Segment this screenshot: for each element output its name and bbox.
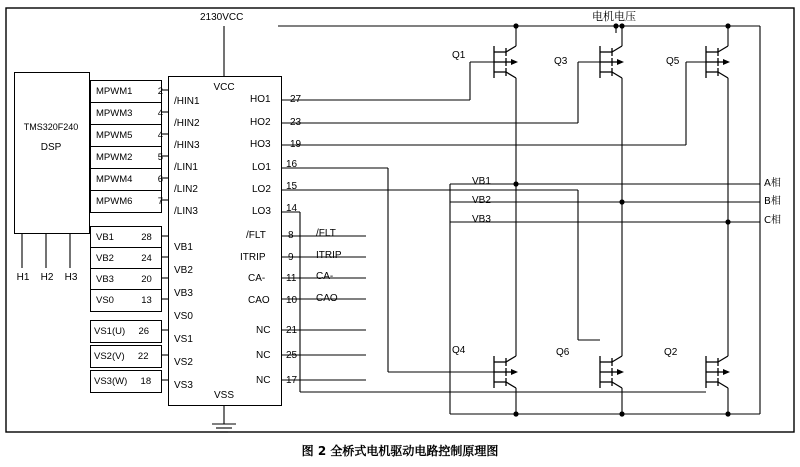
dsp-signal-mpwm1	[96, 86, 163, 97]
signal-pin: 6	[157, 174, 163, 185]
ic-pin-nc-17: NC	[256, 375, 271, 386]
net-label-itrip: ITRIP	[316, 250, 342, 261]
dsp-signal-mpwm3	[96, 108, 163, 119]
signal-pin: 7	[157, 196, 163, 207]
ic-pin-hin1: /HIN1	[174, 96, 200, 107]
ic-pinnum-16: 16	[286, 159, 298, 170]
ic-pin-lin2: /LIN2	[174, 184, 198, 195]
signal-pin: 24	[141, 253, 152, 264]
signal-pin: 18	[140, 376, 152, 387]
signal-pin: 2	[157, 86, 163, 97]
mosfet-label-q4: Q4	[452, 345, 466, 356]
ic-pinnum-9: 9	[288, 252, 294, 263]
dsp-feedback-vs3	[94, 376, 151, 387]
ic-pin-vs1: VS1	[174, 334, 193, 345]
signal-name: MPWM3	[96, 108, 133, 119]
signal-name: VS2(V)	[94, 351, 125, 362]
signal-pin: 22	[137, 351, 149, 362]
ic-vss-label: VSS	[213, 390, 234, 401]
hall-pin-h2: H2	[40, 272, 54, 283]
mosfet-label-q3: Q3	[554, 56, 568, 67]
ic-pin-lin1: /LIN1	[174, 162, 198, 173]
signal-pin: 26	[138, 326, 150, 337]
dsp-signal-mpwm5	[96, 130, 163, 141]
ic-pin-lo3: LO3	[252, 206, 271, 217]
ic-pin-ho2: HO2	[250, 117, 271, 128]
signal-name: VS0	[96, 295, 114, 306]
ic-pin-hin3: /HIN3	[174, 140, 200, 151]
ic-pinnum-14: 14	[286, 203, 298, 214]
ic-pin-ho3: HO3	[250, 139, 271, 150]
signal-name: MPWM5	[96, 130, 133, 141]
ic-pin-lin3: /LIN3	[174, 206, 198, 217]
signal-name: VB2	[96, 253, 114, 264]
dsp-block	[14, 72, 90, 234]
bus-label-vb2: VB2	[472, 195, 491, 206]
signal-pin: 4	[157, 130, 163, 141]
net-label-ca-neg: CA-	[316, 271, 334, 282]
ic-pin-vs2: VS2	[174, 357, 193, 368]
signal-name: VB1	[96, 232, 114, 243]
ic-pinnum-23: 23	[290, 117, 302, 128]
ic-pinnum-15: 15	[286, 181, 298, 192]
dsp-feedback-vs0	[96, 295, 152, 306]
signal-pin: 5	[157, 152, 163, 163]
ic-pin-vb1: VB1	[174, 242, 193, 253]
ic-pin-lo2: LO2	[252, 184, 271, 195]
dsp-signal-mpwm6	[96, 196, 163, 207]
dsp-feedback-vb3	[96, 274, 152, 285]
dsp-signal-mpwm4	[96, 174, 163, 185]
signal-pin: 13	[141, 295, 152, 306]
dsp-name-label: DSP	[40, 142, 62, 153]
ic-pinnum-10: 10	[286, 295, 298, 306]
bus-label-vb3: VB3	[472, 214, 491, 225]
ic-pinnum-11: 11	[286, 273, 297, 284]
signal-pin: 20	[141, 274, 152, 285]
dsp-feedback-vs1	[94, 326, 149, 337]
dsp-feedback-vs2	[94, 351, 148, 362]
dsp-feedback-vb2	[96, 253, 152, 264]
signal-name: MPWM6	[96, 196, 133, 207]
signal-pin: 28	[141, 232, 152, 243]
signal-name: VS3(W)	[94, 376, 128, 387]
ic-pinnum-27: 27	[290, 94, 302, 105]
ic-pinnum-8: 8	[288, 230, 294, 241]
dsp-feedback-vb1	[96, 232, 152, 243]
signal-pin: 4	[157, 108, 163, 119]
phase-label-b: B相	[764, 196, 781, 207]
ic-pin-vs3: VS3	[174, 380, 193, 391]
ic-pin-cao: CAO	[248, 295, 270, 306]
vcc-supply-label: 2130VCC	[200, 12, 244, 23]
ic-pin-ca-neg: CA-	[248, 273, 266, 284]
ic-pinnum-19: 19	[290, 139, 302, 150]
ic-pin-flt: /FLT	[246, 230, 266, 241]
ic-pin-nc-25: NC	[256, 350, 271, 361]
signal-name: MPWM4	[96, 174, 133, 185]
phase-label-a: A相	[764, 178, 781, 189]
ic-pin-vs0: VS0	[174, 311, 193, 322]
bus-label-vb1: VB1	[472, 176, 491, 187]
hall-pin-h1: H1	[16, 272, 30, 283]
ic-pin-hin2: /HIN2	[174, 118, 200, 129]
figure-caption: 图 2 全桥式电机驱动电路控制原理图	[301, 444, 499, 458]
net-label-cao: CAO	[316, 293, 338, 304]
phase-label-c: C相	[764, 215, 781, 226]
motor-voltage-label: 电机电压	[592, 10, 636, 23]
mosfet-label-q2: Q2	[664, 347, 678, 358]
signal-name: VS1(U)	[94, 326, 126, 337]
dsp-signal-mpwm2	[96, 152, 163, 163]
ic-pin-vb3: VB3	[174, 288, 193, 299]
ic-pin-nc-21: NC	[256, 325, 271, 336]
signal-name: MPWM2	[96, 152, 133, 163]
mosfet-label-q1: Q1	[452, 50, 466, 61]
ic-pinnum-21: 21	[286, 325, 298, 336]
ic-pinnum-17: 17	[286, 375, 298, 386]
signal-name: VB3	[96, 274, 114, 285]
ic-pin-itrip: ITRIP	[240, 252, 266, 263]
ic-pin-vb2: VB2	[174, 265, 193, 276]
mosfet-label-q5: Q5	[666, 56, 680, 67]
mosfet-label-q6: Q6	[556, 347, 570, 358]
ic-pinnum-25: 25	[286, 350, 298, 361]
net-label-flt: /FLT	[316, 228, 336, 239]
hall-pin-h3: H3	[64, 272, 78, 283]
ic-vcc-label: VCC	[213, 82, 235, 93]
ic-pin-lo1: LO1	[252, 162, 271, 173]
signal-name: MPWM1	[96, 86, 133, 97]
dsp-chip-label: TMS320F240	[23, 122, 79, 132]
ic-pin-ho1: HO1	[250, 94, 271, 105]
